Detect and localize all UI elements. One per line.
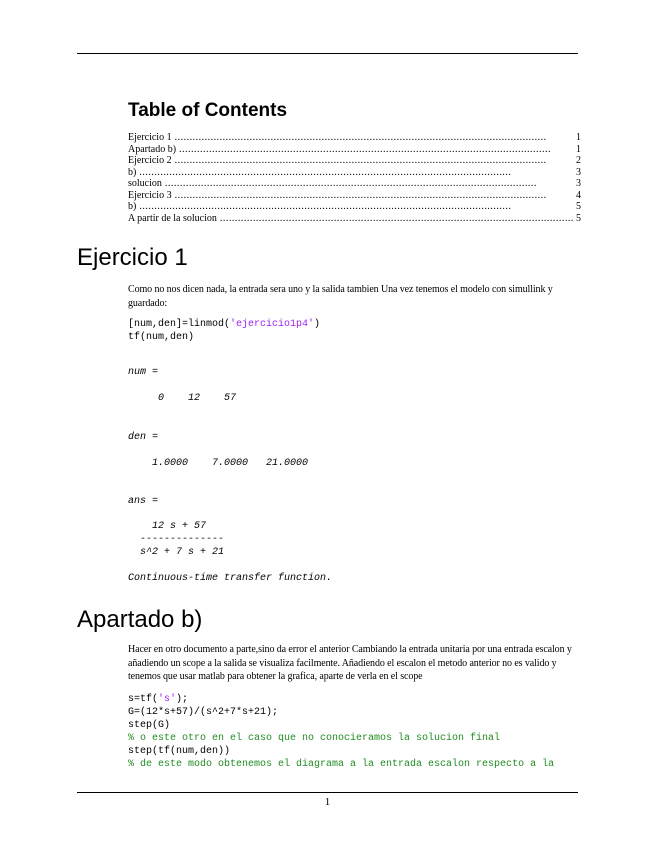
code-line: s=tf('s'); — [128, 694, 189, 705]
toc-entry-page: 5 — [576, 201, 581, 213]
toc-entry-label: Ejercicio 1 — [128, 132, 172, 143]
toc-entry-label: Ejercicio 3 — [128, 189, 172, 201]
toc-entry-label: b) — [128, 201, 137, 213]
footer-rule — [77, 792, 578, 793]
toc-entry-page: 5 — [576, 212, 581, 224]
output-ans-denominator: s^2 + 7 s + 21 — [128, 547, 225, 558]
code-string: 's' — [158, 694, 177, 705]
toc-entry-label: b) — [128, 166, 137, 178]
output-den-values: 1.0000 7.0000 21.0000 — [128, 458, 309, 469]
toc-entry-page: 1 — [576, 143, 581, 155]
code-comment: % o este otro en el caso que no conocieramos la solucion final — [128, 733, 501, 744]
toc-entry-label: Apartado b) — [128, 143, 177, 155]
code-comment: % de este modo obtenemos el diagrama a la entrada escalon respecto a la — [128, 759, 555, 770]
code-block — [128, 693, 554, 771]
toc-entry[interactable] — [128, 213, 581, 225]
section-paragraph: Hacer en otro documento a parte,sino da error el anterior Cambiando la entrada unitaria por una entrada escalon y añadiendo un scope a la salida se visualiza facilmente. Añadiendo el escalon el metodo anterior no es valido y tenemos que usar matlab para obtener la grafica, aparte de verla en el scope — [128, 644, 572, 682]
toc-entry[interactable] — [128, 155, 581, 167]
output-ans-note: Continuous-time transfer function. — [128, 573, 333, 584]
output-num-label: num = — [128, 367, 159, 378]
output-num-values: 0 12 57 — [128, 393, 237, 404]
table-of-contents — [128, 132, 581, 224]
toc-title: Table of Contents — [128, 100, 288, 121]
section-heading-ejercicio-1: Ejercicio 1 — [77, 244, 188, 271]
toc-leader-dots — [175, 190, 573, 202]
toc-entry-page: 3 — [576, 178, 581, 190]
section-paragraph: Como no nos dicen nada, la entrada sera uno y la salida tambien Una vez tenemos el modelo con simullink y guardado: — [128, 284, 553, 309]
toc-leader-dots — [139, 201, 573, 213]
toc-entry[interactable] — [128, 132, 581, 144]
toc-entry[interactable] — [128, 144, 581, 156]
output-den-label: den = — [128, 432, 159, 443]
toc-entry-label: solucion — [128, 178, 162, 190]
header-rule — [77, 53, 578, 54]
code-block — [128, 318, 320, 344]
toc-entry-page: 1 — [576, 132, 581, 143]
section-heading-apartado-b: Apartado b) — [77, 606, 203, 633]
toc-entry-label: Ejercicio 2 — [128, 155, 172, 167]
toc-entry-page: 4 — [576, 189, 581, 201]
code-line: tf(num,den) — [128, 332, 195, 343]
toc-entry[interactable] — [128, 201, 581, 213]
toc-leader-dots — [220, 213, 573, 225]
output-ans-label: ans = — [128, 496, 159, 507]
toc-leader-dots — [139, 167, 573, 179]
output-ans-bar: -------------- — [128, 534, 225, 545]
toc-entry[interactable] — [128, 167, 581, 179]
code-line: G=(12*s+57)/(s^2+7*s+21); — [128, 707, 279, 718]
output-ans-numerator: 12 s + 57 — [128, 521, 207, 532]
code-line: step(G) — [128, 720, 171, 731]
toc-entry-page: 3 — [576, 166, 581, 178]
toc-leader-dots — [175, 155, 573, 167]
toc-entry-label: A partir de la solucion — [128, 212, 217, 224]
toc-entry[interactable] — [128, 190, 581, 202]
code-line: [num,den]=linmod('ejercicio1p4') — [128, 319, 321, 330]
code-line: step(tf(num,den)) — [128, 746, 231, 757]
toc-leader-dots — [165, 178, 573, 190]
toc-entry[interactable] — [128, 178, 581, 190]
page-number: 1 — [324, 796, 331, 808]
code-string: 'ejercicio1p4' — [230, 319, 315, 330]
toc-leader-dots — [179, 144, 573, 156]
toc-entry-page: 2 — [576, 155, 581, 167]
toc-leader-dots — [175, 132, 573, 144]
